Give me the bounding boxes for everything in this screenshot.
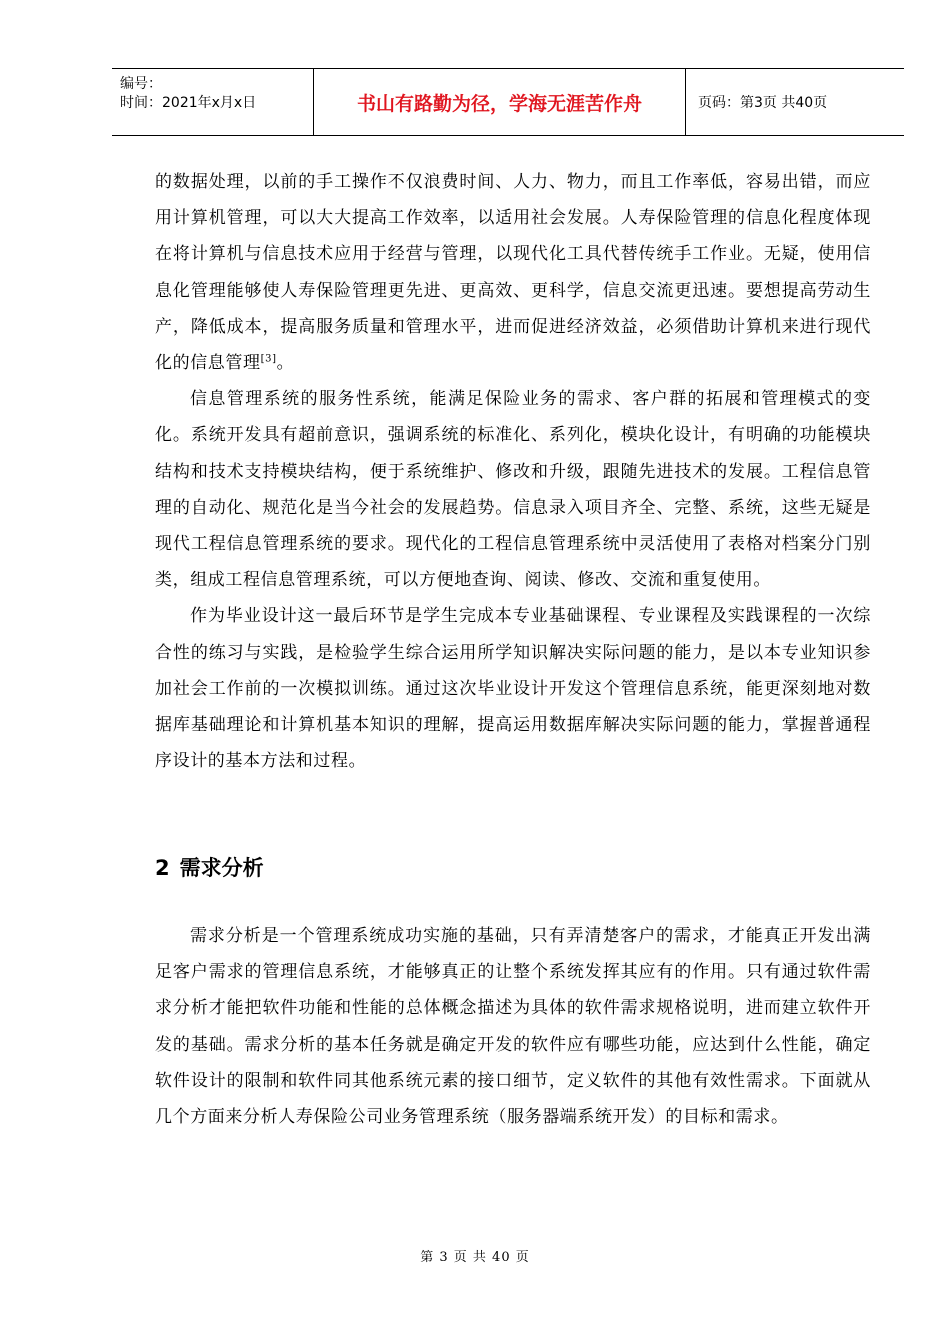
header-page-info: 页码：第3页 共40页 <box>698 95 828 111</box>
section-number: 2 <box>155 856 170 880</box>
page-header <box>112 68 904 136</box>
paragraph-1 <box>155 164 871 381</box>
header-motto: 书山有路勤为径，学海无涯苦作舟 <box>314 69 686 135</box>
page-footer: 第 3 页 共 40 页 <box>420 1250 530 1265</box>
reference-mark: [3] <box>260 353 277 365</box>
number-label: 编号： <box>120 76 162 92</box>
paragraph-3: 作为毕业设计这一最后环节是学生完成本专业基础课程、专业课程及实践课程的一次综合性的练习与实践，是检验学生综合运用所学知识解决实际问题的能力，是以本专业知识参加社会工作前的一次模拟训练。通过这次毕业设计开发这个管理信息系统，能更深刻地对数据库基础理论和计算机基本知识的理解，提高运用数据库解决实际问题的能力，掌握普通程序设计的基本方法和过程。 <box>155 606 871 772</box>
paragraph-4: 需求分析是一个管理系统成功实施的基础，只有弄清楚客户的需求，才能真正开发出满足客户需求的管理信息系统，才能够真正的让整个系统发挥其应有的作用。只有通过软件需求分析才能把软件功能和性能的总体概念描述为具体的软件需求规格说明，进而建立软件开发的基础。需求分析的基本任务就是确定开发的软件应有哪些功能，应达到什么性能，确定软件设计的限制和软件同其他系统元素的接口细节，定义软件的其他有效性需求。下面就从几个方面来分析人寿保险公司业务管理系统（服务器端系统开发）的目标和需求。 <box>155 926 871 1128</box>
paragraph-1-text: 的数据处理，以前的手工操作不仅浪费时间、人力、物力，而且工作率低，容易出错，而应用计算机管理，可以大大提高工作效率，以适用社会发展。人寿保险管理的信息化程度体现在将计算机与信息技术应用于经营与管理，以现代化工具代替传统手工作业。无疑，使用信息化管理能够使人寿保险管理更先进、更高效、更科学，信息交流更迅速。要想提高劳动生产，降低成本，提高服务质量和管理水平，进而促进经济效益，必须借助计算机来进行现代化的信息管理 <box>155 172 871 374</box>
section-heading <box>155 852 264 882</box>
section-title: 需求分析 <box>179 856 264 880</box>
paragraph-1-end: 。 <box>276 353 295 374</box>
time-label: 时间：2021年x月x日 <box>120 95 257 111</box>
body-text-bottom <box>155 918 871 1135</box>
body-text-top <box>155 164 871 779</box>
header-meta-cell <box>112 69 314 135</box>
paragraph-2: 信息管理系统的服务性系统，能满足保险业务的需求、客户群的拓展和管理模式的变化。系统开发具有超前意识，强调系统的标准化、系列化，模块化设计，有明确的功能模块结构和技术支持模块结构，便于系统维护、修改和升级，跟随先进技术的发展。工程信息管理的自动化、规范化是当今社会的发展趋势。信息录入项目齐全、完整、系统，这些无疑是现代工程信息管理系统的要求。现代化的工程信息管理系统中灵活使用了表格对档案分门别类，组成工程信息管理系统，可以方便地查询、阅读、修改、交流和重复使用。 <box>155 389 871 591</box>
